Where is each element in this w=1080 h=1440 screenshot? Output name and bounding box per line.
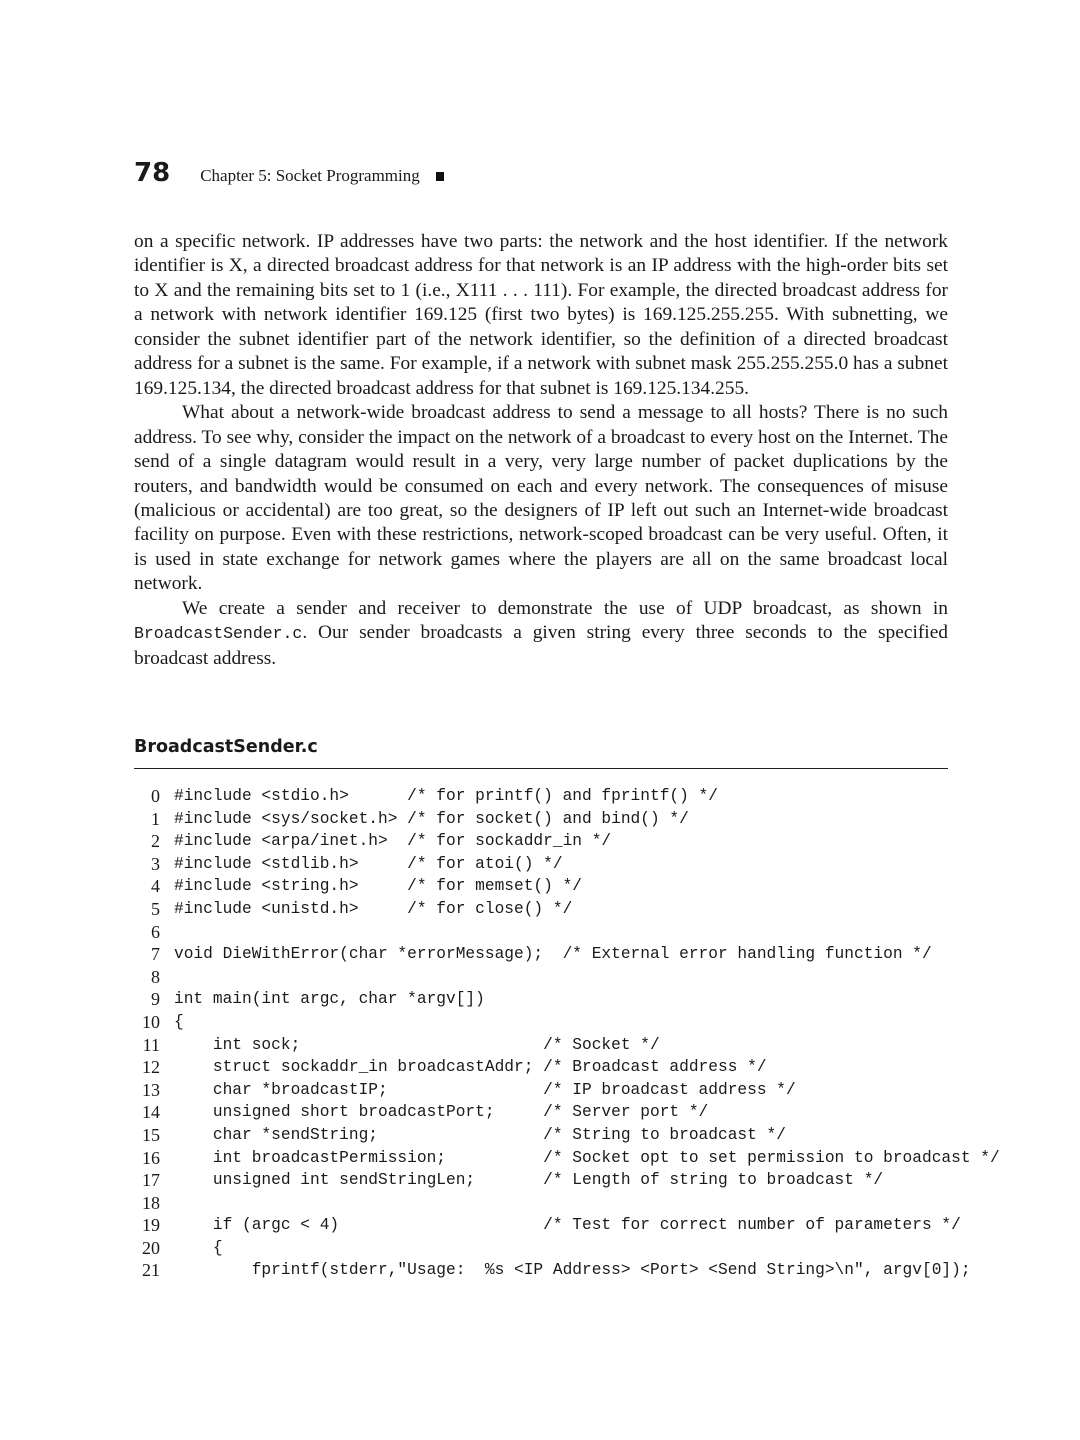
code-listing (134, 785, 1000, 1282)
code-line (134, 921, 1000, 944)
line-number: 10 (142, 1011, 160, 1032)
line-number: 21 (142, 1260, 160, 1281)
code-text: unsigned int sendStringLen; /* Length of string to broadcast */ (174, 1171, 884, 1190)
line-number: 8 (151, 966, 160, 987)
line-number: 14 (142, 1102, 160, 1123)
line-number: 9 (151, 989, 160, 1010)
line-number: 11 (142, 1034, 160, 1055)
code-line (134, 1214, 1000, 1237)
line-number: 0 (151, 786, 160, 806)
code-text: struct sockaddr_in broadcastAddr; /* Broadcast address */ (174, 1058, 767, 1077)
code-line (134, 1011, 1000, 1034)
code-text: { (174, 1012, 184, 1031)
line-number: 6 (151, 921, 160, 942)
body-text (134, 230, 948, 671)
square-bullet-icon (436, 172, 444, 181)
paragraph (134, 401, 948, 597)
listing-rule (134, 768, 948, 769)
page-header (134, 158, 444, 190)
code-line (134, 853, 1000, 876)
code-text: char *sendString; /* String to broadcast */ (174, 1125, 786, 1144)
code-line (134, 966, 1000, 989)
running-head: Chapter 5: Socket Programming (200, 166, 420, 185)
code-line (134, 943, 1000, 966)
line-number: 5 (151, 898, 160, 919)
code-line (134, 1124, 1000, 1147)
code-text: { (174, 1238, 223, 1257)
paragraph-text: We create a sender and receiver to demonstrate the use of UDP broadcast, as shown in (182, 597, 948, 619)
code-text: #include <unistd.h> /* for close() */ (174, 899, 573, 918)
line-number: 20 (142, 1237, 160, 1258)
code-text: #include <string.h> /* for memset() */ (174, 877, 582, 896)
code-text: int main(int argc, char *argv[]) (174, 990, 485, 1009)
paragraph-text: . Our sender broadcasts a given string every three seconds to the specified broadcast address. (134, 622, 948, 669)
paragraph-text: What about a network-wide broadcast address to send a message to all hosts? There is no such address. To see why, consider the impact on the network of a broadcast to every host on the Internet. The send of a single datagram would result in a very, very large number of packet duplications by the routers, and bandwidth would be consumed on each and every network. The consequences of misuse (malicious or accidental) are too great, so the designers of IP left out such an Internet-wide broadcast facility on purpose. Even with these restrictions, network-scoped broadcast can be very useful. Often, it is used in state exchange for network games where the players are all on the same broadcast local network. (134, 402, 948, 595)
code-text: #include <stdlib.h> /* for atoi() */ (174, 854, 563, 873)
code-text: #include <arpa/inet.h> /* for sockaddr_in */ (174, 832, 612, 851)
code-text: char *broadcastIP; /* IP broadcast address */ (174, 1080, 796, 1099)
code-line (134, 830, 1000, 853)
code-line (134, 1079, 1000, 1102)
listing-title: BroadcastSender.c (134, 737, 318, 757)
line-number: 2 (151, 831, 160, 852)
code-text: if (argc < 4) /* Test for correct number of parameters */ (174, 1216, 961, 1235)
line-number: 12 (142, 1057, 160, 1078)
paragraph (134, 597, 948, 671)
code-line (134, 1259, 1000, 1282)
code-line (134, 1237, 1000, 1260)
line-number: 17 (142, 1170, 160, 1191)
code-text: fprintf(stderr,"Usage: %s <IP Address> <Port> <Send String>\n", argv[0]); (174, 1261, 971, 1280)
line-number: 18 (142, 1192, 160, 1213)
code-line (134, 1169, 1000, 1192)
line-number: 3 (151, 853, 160, 874)
code-text: #include <stdio.h> /* for printf() and fprintf() */ (174, 787, 718, 805)
inline-code: BroadcastSender.c (134, 624, 303, 644)
line-number: 13 (142, 1079, 160, 1100)
page-number: 78 (134, 158, 171, 188)
code-text: int broadcastPermission; /* Socket opt to set permission to broadcast */ (174, 1148, 1000, 1167)
line-number: 19 (142, 1215, 160, 1236)
line-number: 1 (151, 808, 160, 829)
code-line (134, 1192, 1000, 1215)
code-line (134, 1034, 1000, 1057)
code-line (134, 785, 1000, 808)
line-number: 4 (151, 876, 160, 897)
paragraph (134, 230, 948, 401)
code-line (134, 1056, 1000, 1079)
line-number: 16 (142, 1147, 160, 1168)
code-line (134, 898, 1000, 921)
code-text: void DieWithError(char *errorMessage); /* External error handling function */ (174, 945, 932, 964)
code-line (134, 988, 1000, 1011)
line-number: 7 (151, 944, 160, 965)
code-line (134, 875, 1000, 898)
code-line (134, 808, 1000, 831)
code-line (134, 1147, 1000, 1170)
code-text: int sock; /* Socket */ (174, 1035, 660, 1054)
paragraph-text: on a specific network. IP addresses have two parts: the network and the host identifier. If the network identifier is X, a directed broadcast address for that network is an IP address with the high-order bits set to X and the remaining bits set to 1 (i.e., X111 . . . 111). For example, the directed broadcast address for a network with network identifier 169.125 (first two bytes) is 169.125.255.255. With subnetting, we consider the subnet identifier part of the network identifier, so the definition of a directed broadcast address for a subnet is the same. For example, if a network with subnet mask 255.255.255.0 has a subnet 169.125.134, the directed broadcast address for that subnet is 169.125.134.255. (134, 231, 948, 399)
code-text: unsigned short broadcastPort; /* Server port */ (174, 1103, 709, 1122)
code-line (134, 1101, 1000, 1124)
line-number: 15 (142, 1124, 160, 1145)
code-text: #include <sys/socket.h> /* for socket() and bind() */ (174, 809, 689, 828)
